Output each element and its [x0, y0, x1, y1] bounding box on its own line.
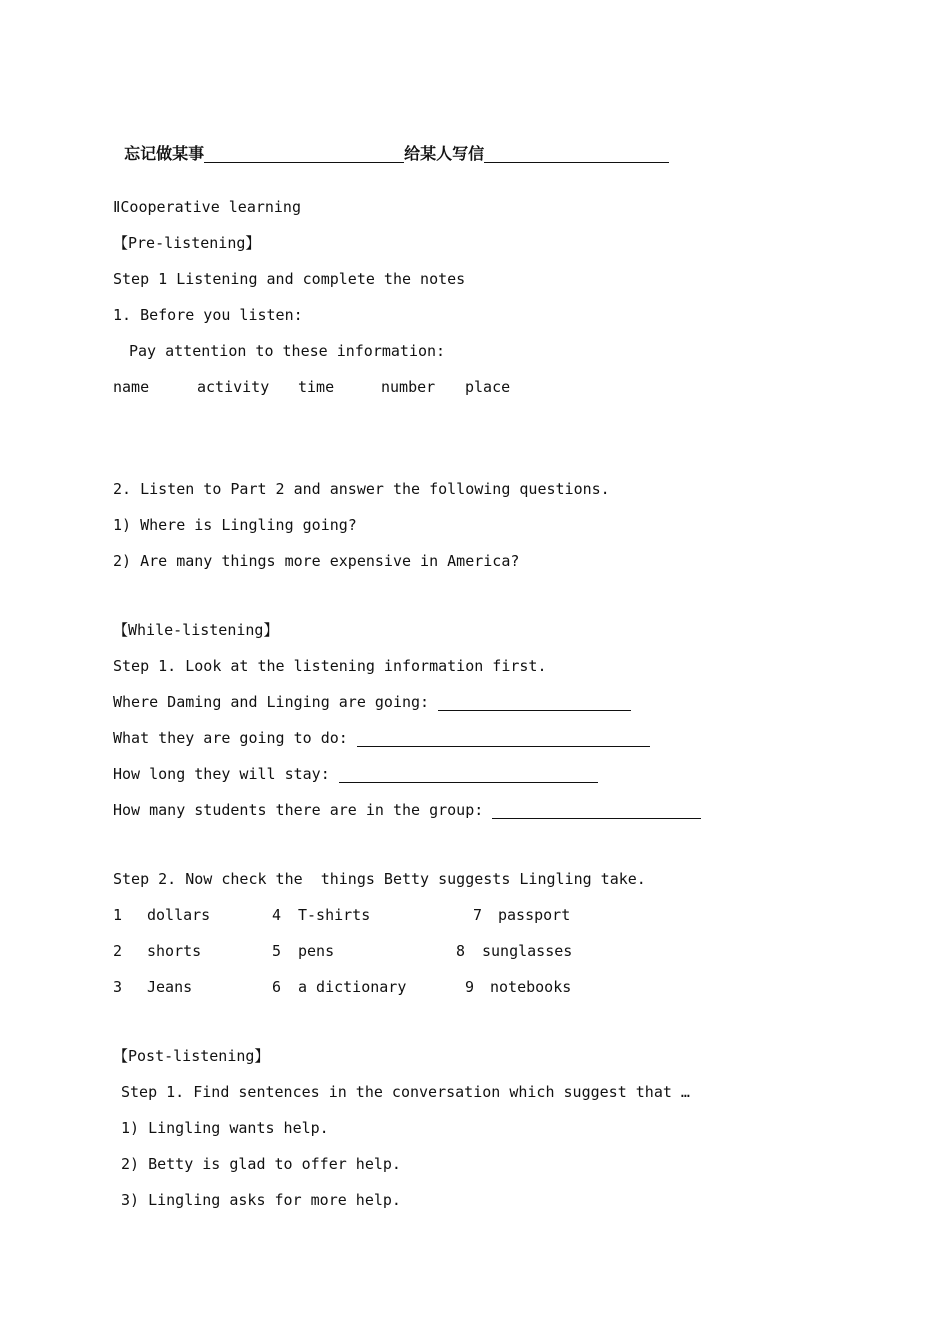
blank-field[interactable]: [357, 730, 650, 747]
check-item-number: 5: [272, 942, 282, 960]
check-item-label[interactable]: Jeans: [147, 978, 193, 996]
blank-field[interactable]: [492, 802, 701, 819]
fill-line-how-long: [113, 765, 598, 783]
post-sentence-1: 1) Lingling wants help.: [121, 1119, 329, 1137]
while-listening-heading: 【While-listening】: [113, 621, 279, 639]
pre-attention: Pay attention to these information:: [129, 342, 446, 360]
question-2: 2) Are many things more expensive in America?: [113, 552, 520, 570]
question-1: 1) Where is Lingling going?: [113, 516, 357, 534]
fill-line-how-many: [113, 801, 701, 819]
check-item-number: 2: [113, 942, 123, 960]
check-item-number: 8: [456, 942, 466, 960]
info-word: time: [298, 378, 335, 396]
phrase-forget: 忘记做某事: [124, 144, 205, 163]
post-sentence-3: 3) Lingling asks for more help.: [121, 1191, 401, 1209]
pre-item2: 2. Listen to Part 2 and answer the following questions.: [113, 480, 610, 498]
check-item-label[interactable]: T-shirts: [298, 906, 371, 924]
pre-listening-heading: 【Pre-listening】: [113, 234, 261, 252]
check-item-number: 4: [272, 906, 282, 924]
info-word: place: [465, 378, 511, 396]
while-step1: Step 1. Look at the listening information first.: [113, 657, 547, 675]
check-item-label[interactable]: notebooks: [490, 978, 572, 996]
check-item-number: 1: [113, 906, 123, 924]
info-word: activity: [197, 378, 270, 396]
check-item-label[interactable]: sunglasses: [482, 942, 573, 960]
pre-step1: Step 1 Listening and complete the notes: [113, 270, 466, 288]
fill-label: What they are going to do:: [113, 729, 348, 747]
check-item-label[interactable]: dollars: [147, 906, 211, 924]
info-word: number: [381, 378, 436, 396]
post-step1: Step 1. Find sentences in the conversation which suggest that …: [121, 1083, 690, 1101]
fill-label: How many students there are in the group:: [113, 801, 484, 819]
fill-label: How long they will stay:: [113, 765, 330, 783]
fill-label: Where Daming and Linging are going:: [113, 693, 430, 711]
blank-field[interactable]: [204, 146, 404, 163]
pre-item1: 1. Before you listen:: [113, 306, 303, 324]
while-step2: Step 2. Now check the things Betty suggests Lingling take.: [113, 870, 646, 888]
header-line: [113, 127, 669, 163]
fill-line-where: [113, 693, 631, 711]
check-item-label[interactable]: shorts: [147, 942, 202, 960]
check-item-number: 7: [473, 906, 483, 924]
check-item-label[interactable]: a dictionary: [298, 978, 407, 996]
check-item-label[interactable]: pens: [298, 942, 335, 960]
info-word: name: [113, 378, 150, 396]
blank-field[interactable]: [438, 694, 631, 711]
check-item-number: 3: [113, 978, 123, 996]
blank-field[interactable]: [339, 766, 598, 783]
fill-line-what: [113, 729, 650, 747]
blank-field[interactable]: [484, 146, 669, 163]
check-item-number: 9: [465, 978, 475, 996]
check-item-label[interactable]: passport: [498, 906, 571, 924]
post-listening-heading: 【Post-listening】: [113, 1047, 270, 1065]
section-title: ⅡCooperative learning: [113, 198, 301, 216]
check-item-number: 6: [272, 978, 282, 996]
post-sentence-2: 2) Betty is glad to offer help.: [121, 1155, 401, 1173]
phrase-write: 给某人写信: [404, 144, 485, 163]
